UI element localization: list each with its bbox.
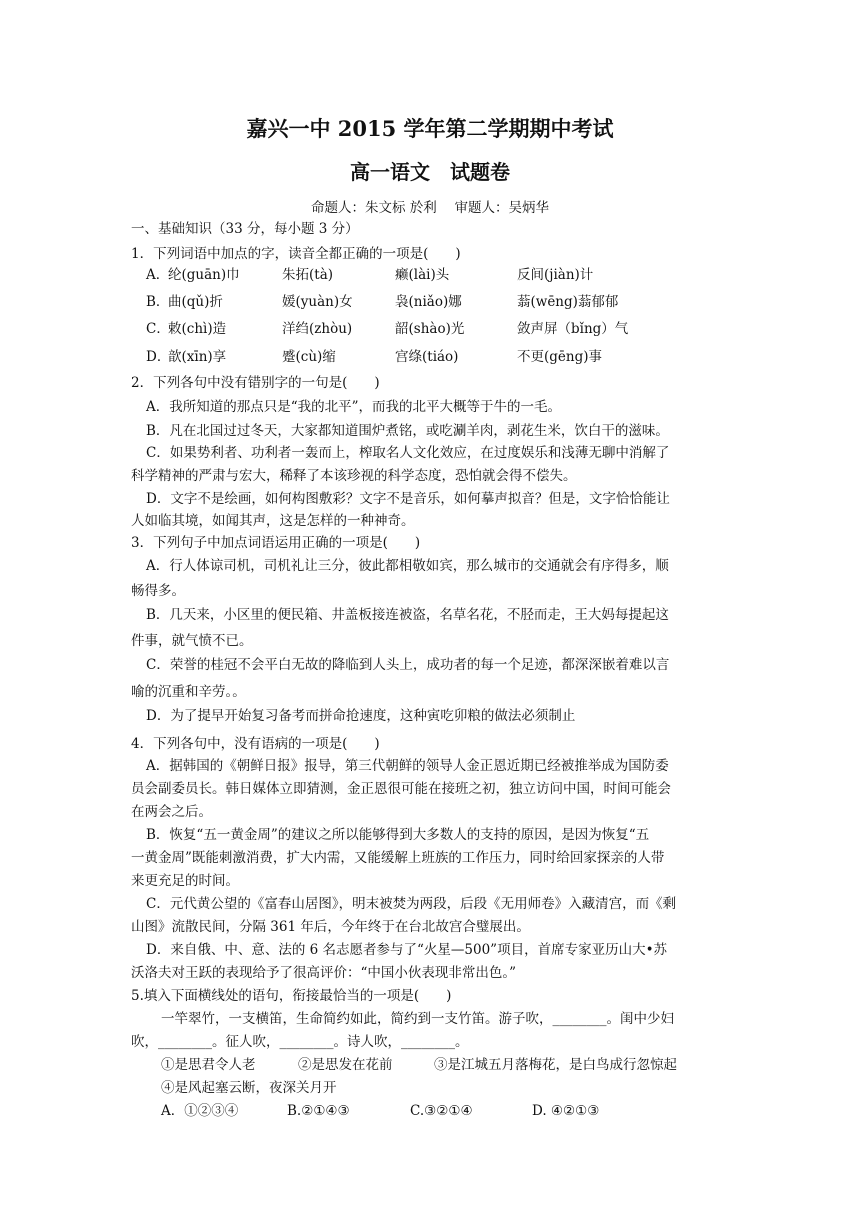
question-3-stem: 3．下列句子中加点词语运用正确的一项是( ) [131, 535, 421, 551]
question-4-option-b: B．恢复“五一黄金周”的建议之所以能够得到大多数人的支持的原因，是因为恢复“五 [146, 827, 650, 843]
option-word: 媛(yuàn)女 [282, 294, 353, 310]
option-word: 宫绦(tiáo) [395, 349, 459, 365]
question-4-option-b-cont: 来更充足的时间。 [131, 873, 239, 889]
question-2-option-d: D．文字不是绘画，如何构图敷彩？文字不是音乐，如何摹声拟音？但是，文字恰恰能让 [146, 491, 670, 507]
question-5-passage-cont: 吹，________。征人吹，________。诗人吹，________。 [131, 1034, 469, 1050]
question-2-option-d-cont: 人如临其境，如闻其声，这是怎样的一种神奇。 [131, 513, 415, 529]
question-4-option-a: A．据韩国的《朝鲜日报》报导，第三代朝鲜的领导人金正恩近期已经被推举成为国防委 [146, 758, 669, 774]
question-5-sentence-3: ③是江城五月落梅花，是白鸟成行忽惊起 [434, 1057, 677, 1073]
question-3-option-b-cont: 件事，就气愤不已。 [131, 633, 253, 649]
option-word: 敕(chì)造 [168, 321, 227, 337]
question-4-stem: 4．下列各句中，没有语病的一项是( ) [131, 736, 380, 752]
question-5-stem: 5.填入下面横线处的语句，衔接最恰当的一项是( ) [131, 988, 452, 1004]
question-4-option-c: C．元代黄公望的《富春山居图》，明末被焚为两段，后段《无用师卷》入藏清宫，而《剩 [146, 896, 677, 912]
question-1-stem: 1．下列词语中加点的字，读音全都正确的一项是( ) [131, 246, 461, 262]
question-4-option-d-cont: 沃洛夫对王跃的表现给予了很高评价：“中国小伙表现非常出色。” [131, 965, 517, 981]
question-2-stem: 2．下列各句中没有错别字的一句是( ) [131, 375, 380, 391]
option-word: 韶(shào)光 [395, 321, 465, 337]
question-2-option-a: A．我所知道的那点只是“我的北平”，而我的北平大概等于牛的一毛。 [146, 399, 562, 415]
question-5-sentence-1: ①是思君令人老 [161, 1057, 256, 1073]
question-2-option-c: C．如果势利者、功利者一轰而上，榨取名人文化效应，在过度娱乐和浅薄无聊中消解了 [146, 445, 670, 461]
section-heading: 一、基础知识（33 分，每小题 3 分） [131, 221, 359, 237]
question-3-option-a: A．行人体谅司机，司机礼让三分，彼此都相敬如宾，那么城市的交通就会有序得多，顺 [146, 558, 669, 574]
option-word: 朱拓(tà) [282, 267, 334, 283]
option-word: 纶(guān)巾 [168, 267, 240, 283]
question-5-sentence-4: ④是风起塞云断，夜深关月开 [161, 1080, 337, 1096]
question-3-option-a-cont: 畅得多。 [131, 583, 185, 599]
option-word: 洋绉(zhòu) [282, 321, 353, 337]
question-4-option-c-cont: 山图》流散民间，分隔 361 年后，今年终于在台北故宫合璧展出。 [131, 919, 530, 935]
question-2-option-b: B．凡在北国过过冬天，大家都知道围炉煮铭，或吃涮羊肉，剥花生米，饮白干的滋味。 [146, 423, 669, 439]
exam-title: 嘉兴一中 2015 学年第二学期期中考试 [246, 116, 614, 141]
question-5-choice-a: A．①②③④ [161, 1103, 239, 1119]
option-word: 蹙(cù)缩 [282, 349, 336, 365]
question-4-option-d: D．来自俄、中、意、法的 6 名志愿者参与了“火星—500”项目，首席专家亚历山大•苏 [146, 942, 668, 958]
option-label: A． [146, 267, 170, 283]
question-4-option-a-cont: 员会副委员长。韩日媒体立即猜测，金正恩很可能在接班之初，独立访问中国，时间可能会 [131, 781, 671, 797]
question-3-option-d: D．为了提早开始复习备考而拼命抢速度，这种寅吃卯粮的做法必须制止 [146, 708, 576, 724]
question-5-choice-d: D. ④②①③ [532, 1103, 600, 1119]
question-3-option-c-cont: 喻的沉重和辛劳。。 [131, 684, 246, 700]
option-word: 歆(xīn)享 [168, 349, 227, 365]
exam-subtitle: 高一语文 试题卷 [350, 160, 510, 184]
option-word: 反间(jiàn)计 [517, 267, 594, 283]
option-word: 癞(lài)头 [395, 267, 450, 283]
option-word: 敛声屏（bǐng）气 [517, 321, 629, 337]
option-word: 曲(qǔ)折 [168, 294, 223, 310]
option-label: C． [146, 321, 170, 337]
option-label: D． [146, 349, 171, 365]
option-label: B． [146, 294, 170, 310]
option-word: 袅(niǎo)娜 [395, 294, 462, 310]
option-word: 不更(gēng)事 [517, 349, 603, 365]
question-2-option-c-cont: 科学精神的严肃与宏大，稀释了本该珍视的科学态度，恐怕就会得不偿失。 [131, 468, 577, 484]
question-3-option-c: C．荣誉的桂冠不会平白无故的降临到人头上，成功者的每一个足迹，都深深嵌着难以言 [146, 657, 670, 673]
question-5-choice-b: B.②①④③ [287, 1103, 350, 1119]
question-4-option-a-cont: 在两会之后。 [131, 804, 212, 820]
question-5-sentence-2: ②是思发在花前 [298, 1057, 393, 1073]
option-word: 蓊(wēng)蓊郁郁 [517, 294, 619, 310]
question-5-passage: 一竿翠竹，一支横笛，生命简约如此，简约到一支竹笛。游子吹，________。闺中少妇 [161, 1011, 674, 1027]
exam-credits: 命题人：朱文标 於利 审题人：吴炳华 [310, 200, 550, 216]
question-4-option-b-cont: 一黄金周”既能刺激消费，扩大内需，又能缓解上班族的工作压力，同时给回家探亲的人带 [131, 850, 665, 866]
question-5-choice-c: C.③②①④ [410, 1103, 473, 1119]
question-3-option-b: B．几天来，小区里的便民箱、井盖板接连被盗，名草名花，不胫而走，王大妈每提起这 [146, 607, 669, 623]
